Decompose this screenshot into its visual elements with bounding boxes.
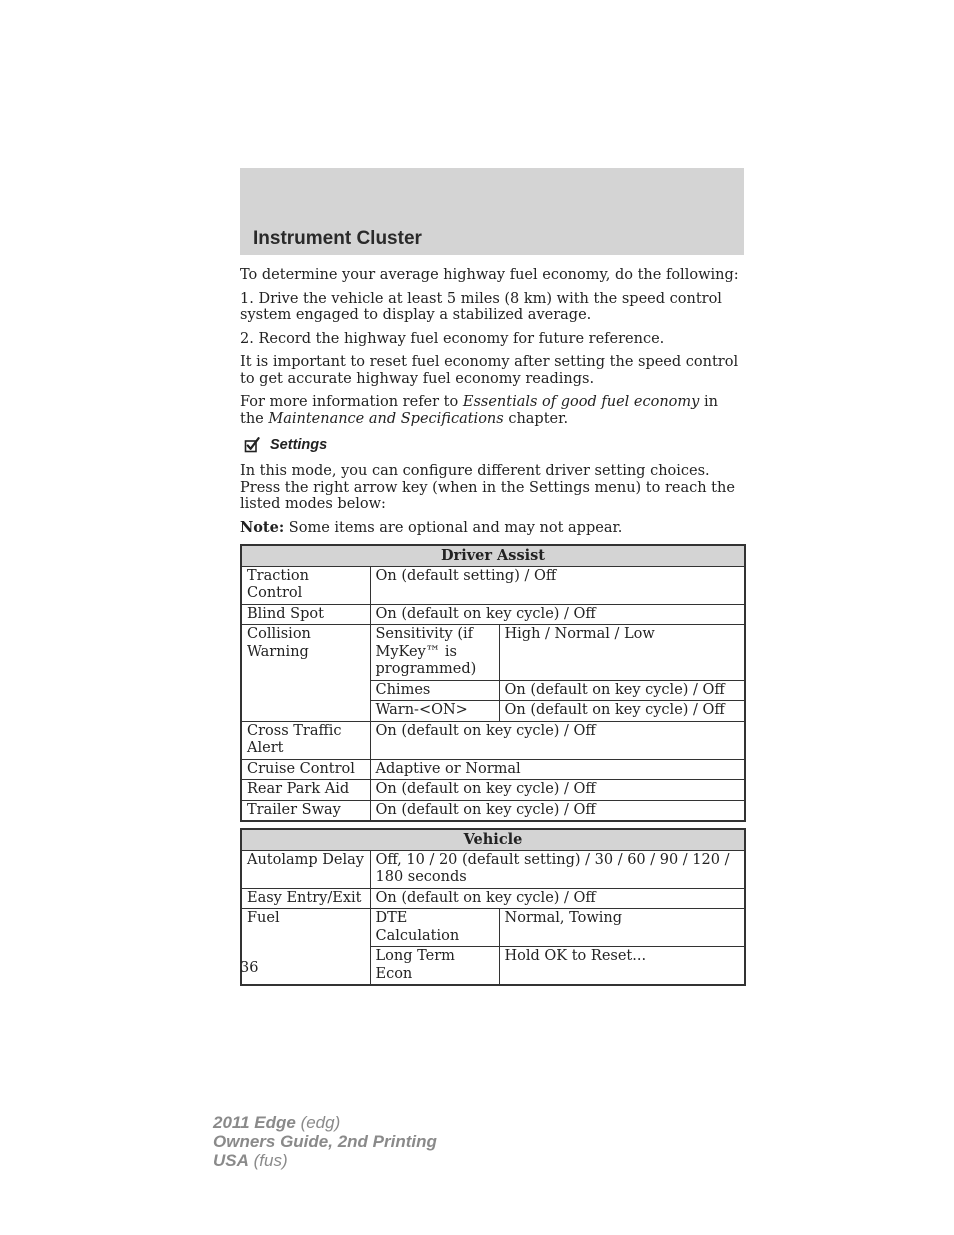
footer-line-3 xyxy=(213,1151,437,1170)
intro-step-2: 2. Record the highway fuel economy for future reference. xyxy=(240,330,665,347)
settings-title: Settings xyxy=(270,437,328,453)
page-number: 36 xyxy=(240,960,259,976)
driver-assist-heading: Driver Assist xyxy=(241,545,745,566)
cross-traffic-value: On (default on key cycle) / Off xyxy=(370,721,745,759)
footer-market-code: (fus) xyxy=(248,1151,288,1170)
easy-entry-value: On (default on key cycle) / Off xyxy=(370,888,745,909)
autolamp-delay-label: Autolamp Delay xyxy=(241,850,370,888)
driver-assist-table xyxy=(240,544,746,822)
intro-paragraph-reset: It is important to reset fuel economy after setting the speed control to get accurate highway fuel economy readings. xyxy=(240,354,739,387)
cruise-control-value: Adaptive or Normal xyxy=(370,759,745,780)
reference-text-c: in the xyxy=(240,394,718,427)
fuel-dte-value: Normal, Towing xyxy=(499,909,745,947)
collision-warning-label: Collision Warning xyxy=(241,625,370,722)
settings-note xyxy=(240,520,744,537)
rear-park-aid-label: Rear Park Aid xyxy=(241,780,370,801)
table-row xyxy=(241,721,745,759)
trailer-sway-label: Trailer Sway xyxy=(241,800,370,821)
table-row xyxy=(241,780,745,801)
intro-paragraph-reference xyxy=(240,394,744,427)
table-header-row xyxy=(241,545,745,566)
collision-chimes-label: Chimes xyxy=(370,680,499,701)
table-row xyxy=(241,566,745,604)
fuel-long-term-label: Long Term Econ xyxy=(370,947,499,986)
footer-market: USA xyxy=(213,1151,249,1170)
settings-subheading xyxy=(244,437,744,453)
note-label: Note: xyxy=(240,518,285,536)
fuel-long-term-value: Hold OK to Reset... xyxy=(499,947,745,986)
footer-guide: Owners Guide, 2nd Printing xyxy=(213,1132,437,1151)
footer-model: 2011 Edge xyxy=(213,1113,296,1132)
chapter-title: Instrument Cluster xyxy=(253,228,422,249)
reference-maintenance-link: Maintenance and Specifications xyxy=(268,410,504,427)
table-row xyxy=(241,800,745,821)
table-row xyxy=(241,759,745,780)
document-footer xyxy=(213,1113,437,1170)
table-row xyxy=(241,604,745,625)
cruise-control-label: Cruise Control xyxy=(241,759,370,780)
table-row xyxy=(241,625,745,681)
footer-model-code: (edg) xyxy=(295,1113,341,1132)
intro-step-1: 1. Drive the vehicle at least 5 miles (8 km) with the speed control system engaged to display a stabilized average. xyxy=(240,290,722,323)
fuel-label: Fuel xyxy=(241,909,370,986)
page-content xyxy=(240,267,744,986)
collision-chimes-value: On (default on key cycle) / Off xyxy=(499,680,745,701)
collision-sensitivity-label: Sensitivity (if MyKey™ is programmed) xyxy=(370,625,499,681)
footer-line-2 xyxy=(213,1132,437,1151)
intro-paragraph-1: To determine your average highway fuel economy, do the following: xyxy=(240,267,739,283)
note-text: Some items are optional and may not appear. xyxy=(284,519,623,536)
collision-sensitivity-value: High / Normal / Low xyxy=(499,625,745,681)
table-header-row xyxy=(241,829,745,850)
reference-text-e: chapter. xyxy=(503,410,569,427)
reference-text-a: For more information refer to xyxy=(240,394,463,410)
trailer-sway-value: On (default on key cycle) / Off xyxy=(370,800,745,821)
table-row xyxy=(241,850,745,888)
reference-fuel-economy-link: Essentials of good fuel economy xyxy=(462,394,700,410)
footer-line-1 xyxy=(213,1113,437,1132)
cross-traffic-label: Cross Traffic Alert xyxy=(241,721,370,759)
vehicle-heading: Vehicle xyxy=(241,829,745,850)
collision-warn-value: On (default on key cycle) / Off xyxy=(499,701,745,722)
traction-control-label: Traction Control xyxy=(241,566,370,604)
blind-spot-value: On (default on key cycle) / Off xyxy=(370,604,745,625)
settings-description: In this mode, you can configure different driver setting choices. Press the right arrow key (when in the Settings menu) to reach the listed modes below: xyxy=(240,463,735,512)
autolamp-delay-value: Off, 10 / 20 (default setting) / 30 / 60 / 90 / 120 / 180 seconds xyxy=(370,850,745,888)
fuel-dte-label: DTE Calculation xyxy=(370,909,499,947)
traction-control-value: On (default setting) / Off xyxy=(370,566,745,604)
chapter-header-band xyxy=(240,168,744,255)
vehicle-table xyxy=(240,828,746,986)
table-row xyxy=(241,909,745,947)
rear-park-aid-value: On (default on key cycle) / Off xyxy=(370,780,745,801)
checkbox-checked-icon xyxy=(244,437,260,453)
blind-spot-label: Blind Spot xyxy=(241,604,370,625)
easy-entry-label: Easy Entry/Exit xyxy=(241,888,370,909)
collision-warn-label: Warn-<ON> xyxy=(370,701,499,722)
table-row xyxy=(241,888,745,909)
